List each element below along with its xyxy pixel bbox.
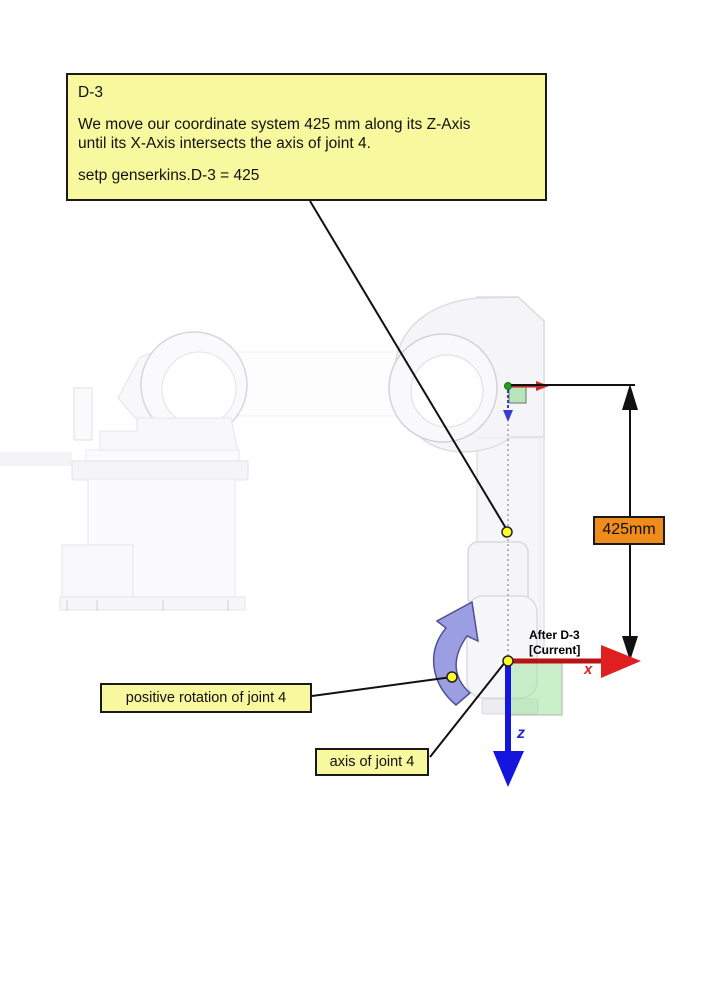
- anchor-dot-rotation: [447, 672, 457, 682]
- note-title: D-3: [78, 84, 103, 101]
- shoulder-joint-inner: [162, 352, 236, 426]
- base-post: [74, 388, 92, 440]
- robot-base-render: [0, 332, 428, 611]
- frame-top-origin-dot: [505, 383, 512, 390]
- z-axis-label: z: [517, 725, 525, 742]
- frame-marker-bottom: [506, 659, 562, 715]
- frame-caption-line-1: After D-3: [529, 628, 580, 642]
- robot-arm-render: [389, 297, 544, 714]
- x-axis-arrowhead: [601, 645, 641, 678]
- note-body-line-2: until its X-Axis intersects the axis of joint 4.: [78, 135, 371, 152]
- leader-rotation-callout: [312, 677, 452, 696]
- x-axis-label: x: [584, 661, 593, 678]
- base-side-block: [62, 545, 133, 600]
- base-flange: [72, 461, 248, 480]
- frame-marker-top: [509, 387, 526, 403]
- background-streak: [0, 452, 72, 466]
- anchor-dot-origin: [503, 656, 513, 666]
- note-code: setp genserkins.D-3 = 425: [78, 167, 260, 184]
- note-box: [66, 73, 547, 201]
- dimension-value-label: 425mm: [593, 516, 665, 545]
- frame-caption: [529, 628, 580, 658]
- dimension-arrowhead-up: [622, 384, 638, 410]
- anchor-dot-axis-mid: [502, 527, 512, 537]
- elbow-joint-inner: [411, 355, 483, 427]
- note-body-line-1: We move our coordinate system 425 mm along its Z-Axis: [78, 116, 471, 133]
- base-bottom-plate: [60, 597, 245, 610]
- pedestal-block: [100, 418, 238, 452]
- callout-positive-rotation: positive rotation of joint 4: [100, 683, 312, 713]
- z-axis-arrowhead: [493, 751, 524, 787]
- frame-caption-line-2: [Current]: [529, 643, 581, 657]
- callout-axis-of-joint: axis of joint 4: [315, 748, 429, 776]
